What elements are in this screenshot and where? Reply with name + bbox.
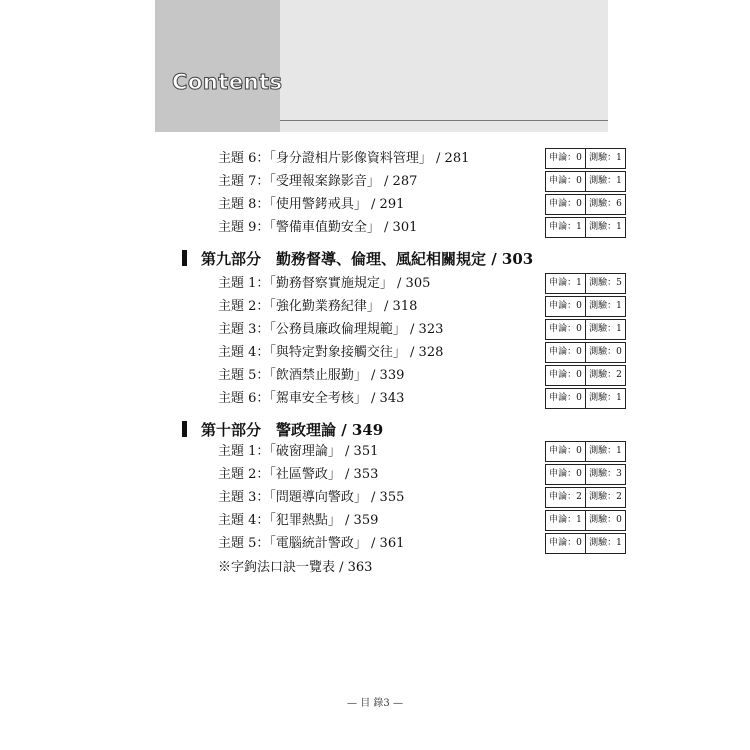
toc-entry[interactable]: [0, 441, 750, 463]
section-marker: [182, 421, 187, 437]
toc-entry-label: 主題 5：「飲酒禁止服勤」 / 339: [218, 368, 405, 383]
essay-count: 申論：1: [549, 222, 582, 232]
test-count: 測驗：1: [585, 172, 625, 191]
toc-entry-label: 主題 2：「強化勤業務紀律」 / 318: [218, 299, 418, 314]
essay-count: 申論：0: [549, 446, 582, 456]
toc-entry[interactable]: [0, 533, 750, 555]
stats-box: [545, 217, 626, 238]
toc-entry-label: 主題 6：「身分證相片影像資料管理」 / 281: [218, 151, 470, 166]
test-count: 測驗：2: [585, 488, 625, 507]
toc-entry[interactable]: [0, 273, 750, 295]
test-count: 測驗：3: [585, 465, 625, 484]
toc-entry[interactable]: [0, 217, 750, 239]
test-count: 測驗：2: [585, 366, 625, 385]
stats-box: [545, 487, 626, 508]
test-count: 測驗：1: [585, 442, 625, 461]
toc-entry[interactable]: [0, 296, 750, 318]
essay-count: 申論：0: [549, 324, 582, 334]
toc-entry[interactable]: [0, 487, 750, 509]
test-count: 測驗：5: [585, 274, 625, 293]
essay-count: 申論：0: [549, 370, 582, 380]
section-title: 第九部分 勤務督導、倫理、風紀相關規定 / 303: [201, 250, 534, 268]
toc-entry-label: 主題 5：「電腦統計警政」 / 361: [218, 536, 405, 551]
stats-box: [545, 510, 626, 531]
stats-box: [545, 441, 626, 462]
stats-box: [545, 533, 626, 554]
toc-entry-label: 主題 1：「勤務督察實施規定」 / 305: [218, 276, 431, 291]
test-count: 測驗：6: [585, 195, 625, 214]
essay-count: 申論：0: [549, 153, 582, 163]
toc-entry[interactable]: [0, 342, 750, 364]
essay-count: 申論：0: [549, 347, 582, 357]
page-number: — 目 錄3 —: [347, 698, 403, 709]
test-count: 測驗：1: [585, 218, 625, 237]
toc-entry-label: 主題 6：「駕車安全考核」 / 343: [218, 391, 405, 406]
toc-entry-label: 主題 2：「社區警政」 / 353: [218, 467, 379, 482]
section-heading[interactable]: [182, 419, 383, 441]
toc-entry[interactable]: [0, 365, 750, 387]
essay-count: 申論：1: [549, 278, 582, 288]
section-heading[interactable]: [182, 248, 533, 270]
essay-count: 申論：0: [549, 301, 582, 311]
toc-entry[interactable]: [0, 319, 750, 341]
toc-entry-label: 主題 7：「受理報案錄影音」 / 287: [218, 174, 418, 189]
essay-count: 申論：0: [549, 199, 582, 209]
stats-box: [545, 148, 626, 169]
essay-count: 申論：0: [549, 393, 582, 403]
toc-entry[interactable]: [0, 510, 750, 532]
toc-entry[interactable]: [0, 171, 750, 193]
toc-entry-label: 主題 3：「問題導向警政」 / 355: [218, 490, 405, 505]
toc-entry-label: ※字鉤法口訣一覽表 / 363: [218, 560, 373, 575]
stats-box: [545, 342, 626, 363]
toc-appendix-entry[interactable]: [0, 557, 750, 579]
test-count: 測驗：1: [585, 320, 625, 339]
stats-box: [545, 319, 626, 340]
stats-box: [545, 296, 626, 317]
test-count: 測驗：1: [585, 297, 625, 316]
toc-entry[interactable]: [0, 464, 750, 486]
stats-box: [545, 273, 626, 294]
test-count: 測驗：1: [585, 389, 625, 408]
toc-entry-label: 主題 9：「警備車值勤安全」 / 301: [218, 220, 418, 235]
toc-entry[interactable]: [0, 388, 750, 410]
toc-entry[interactable]: [0, 194, 750, 216]
toc-entry-label: 主題 8：「使用警銬戒具」 / 291: [218, 197, 405, 212]
section-marker: [182, 250, 187, 266]
stats-box: [545, 171, 626, 192]
toc-entry-label: 主題 4：「犯罪熱點」 / 359: [218, 513, 379, 528]
test-count: 測驗：1: [585, 534, 625, 553]
toc-entry-label: 主題 4：「與特定對象接觸交往」 / 328: [218, 345, 444, 360]
toc-entry-label: 主題 1：「破窗理論」 / 351: [218, 444, 379, 459]
essay-count: 申論：1: [549, 515, 582, 525]
essay-count: 申論：2: [549, 492, 582, 502]
stats-box: [545, 194, 626, 215]
essay-count: 申論：0: [549, 538, 582, 548]
test-count: 測驗：1: [585, 149, 625, 168]
test-count: 測驗：0: [585, 511, 625, 530]
page-title: Contents: [172, 70, 283, 94]
test-count: 測驗：0: [585, 343, 625, 362]
toc-entry-label: 主題 3：「公務員廉政倫理規範」 / 323: [218, 322, 444, 337]
essay-count: 申論：0: [549, 469, 582, 479]
stats-box: [545, 464, 626, 485]
toc-entry[interactable]: [0, 148, 750, 170]
stats-box: [545, 365, 626, 386]
essay-count: 申論：0: [549, 176, 582, 186]
section-title: 第十部分 警政理論 / 349: [201, 421, 384, 439]
stats-box: [545, 388, 626, 409]
